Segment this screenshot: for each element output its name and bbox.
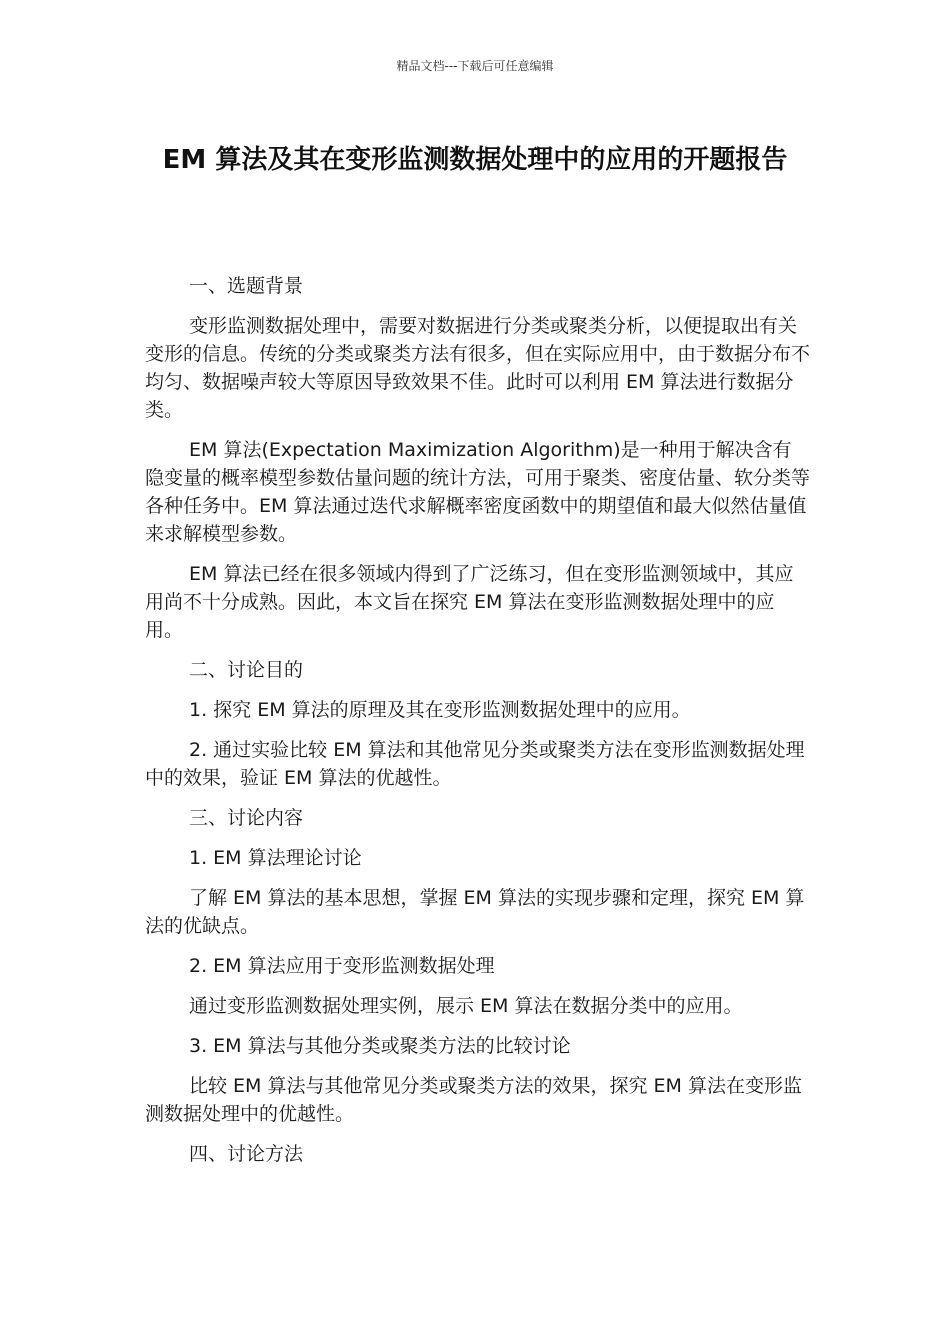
content-paragraph-3: 比较 EM 算法与其他常见分类或聚类方法的效果，探究 EM 算法在变形监测数据处理中的优越性。 [145, 1075, 802, 1125]
paragraph-background-1: 变形监测数据处理中，需要对数据进行分类或聚类分析，以便提取出有关变形的信息。传统的分类或聚类方法有很多，但在实际应用中，由于数据分布不均匀、数据噪声较大等原因导致效果不佳。此时可以利用 EM 算法进行数据分类。 [145, 315, 811, 421]
content-subheading-1: 1. EM 算法理论讨论 [189, 847, 362, 869]
paragraph-background-2: EM 算法(Expectation Maximization Algorithm)是一种用于解决含有隐变量的概率模型参数估量问题的统计方法，可用于聚类、密度估量、软分类等各种任务中。EM 算法通过迭代求解概率密度函数中的期望值和最大似然估量值来求解模型参数。 [145, 439, 811, 545]
section-heading-content: 三、讨论内容 [189, 807, 304, 829]
page-header-note: 精品文档---下载后可任意编辑 [396, 59, 554, 73]
purpose-item-1: 1. 探究 EM 算法的原理及其在变形监测数据处理中的应用。 [189, 699, 691, 721]
section-heading-purpose: 二、讨论目的 [189, 659, 304, 681]
content-paragraph-2: 通过变形监测数据处理实例，展示 EM 算法在数据分类中的应用。 [189, 995, 743, 1017]
section-heading-background: 一、选题背景 [189, 275, 304, 297]
content-subheading-2: 2. EM 算法应用于变形监测数据处理 [189, 955, 495, 977]
document-body [145, 272, 810, 1180]
content-subheading-3: 3. EM 算法与其他分类或聚类方法的比较讨论 [189, 1035, 571, 1057]
purpose-item-2: 2. 通过实验比较 EM 算法和其他常见分类或聚类方法在变形监测数据处理中的效果，验证 EM 算法的优越性。 [145, 739, 805, 789]
document-title: EM 算法及其在变形监测数据处理中的应用的开题报告 [162, 145, 788, 175]
content-paragraph-1: 了解 EM 算法的基本思想，掌握 EM 算法的实现步骤和定理，探究 EM 算法的优缺点。 [145, 887, 805, 937]
section-heading-method: 四、讨论方法 [189, 1143, 304, 1165]
paragraph-background-3: EM 算法已经在很多领域内得到了广泛练习，但在变形监测领域中，其应用尚不十分成熟。因此，本文旨在探究 EM 算法在变形监测数据处理中的应用。 [145, 563, 794, 641]
